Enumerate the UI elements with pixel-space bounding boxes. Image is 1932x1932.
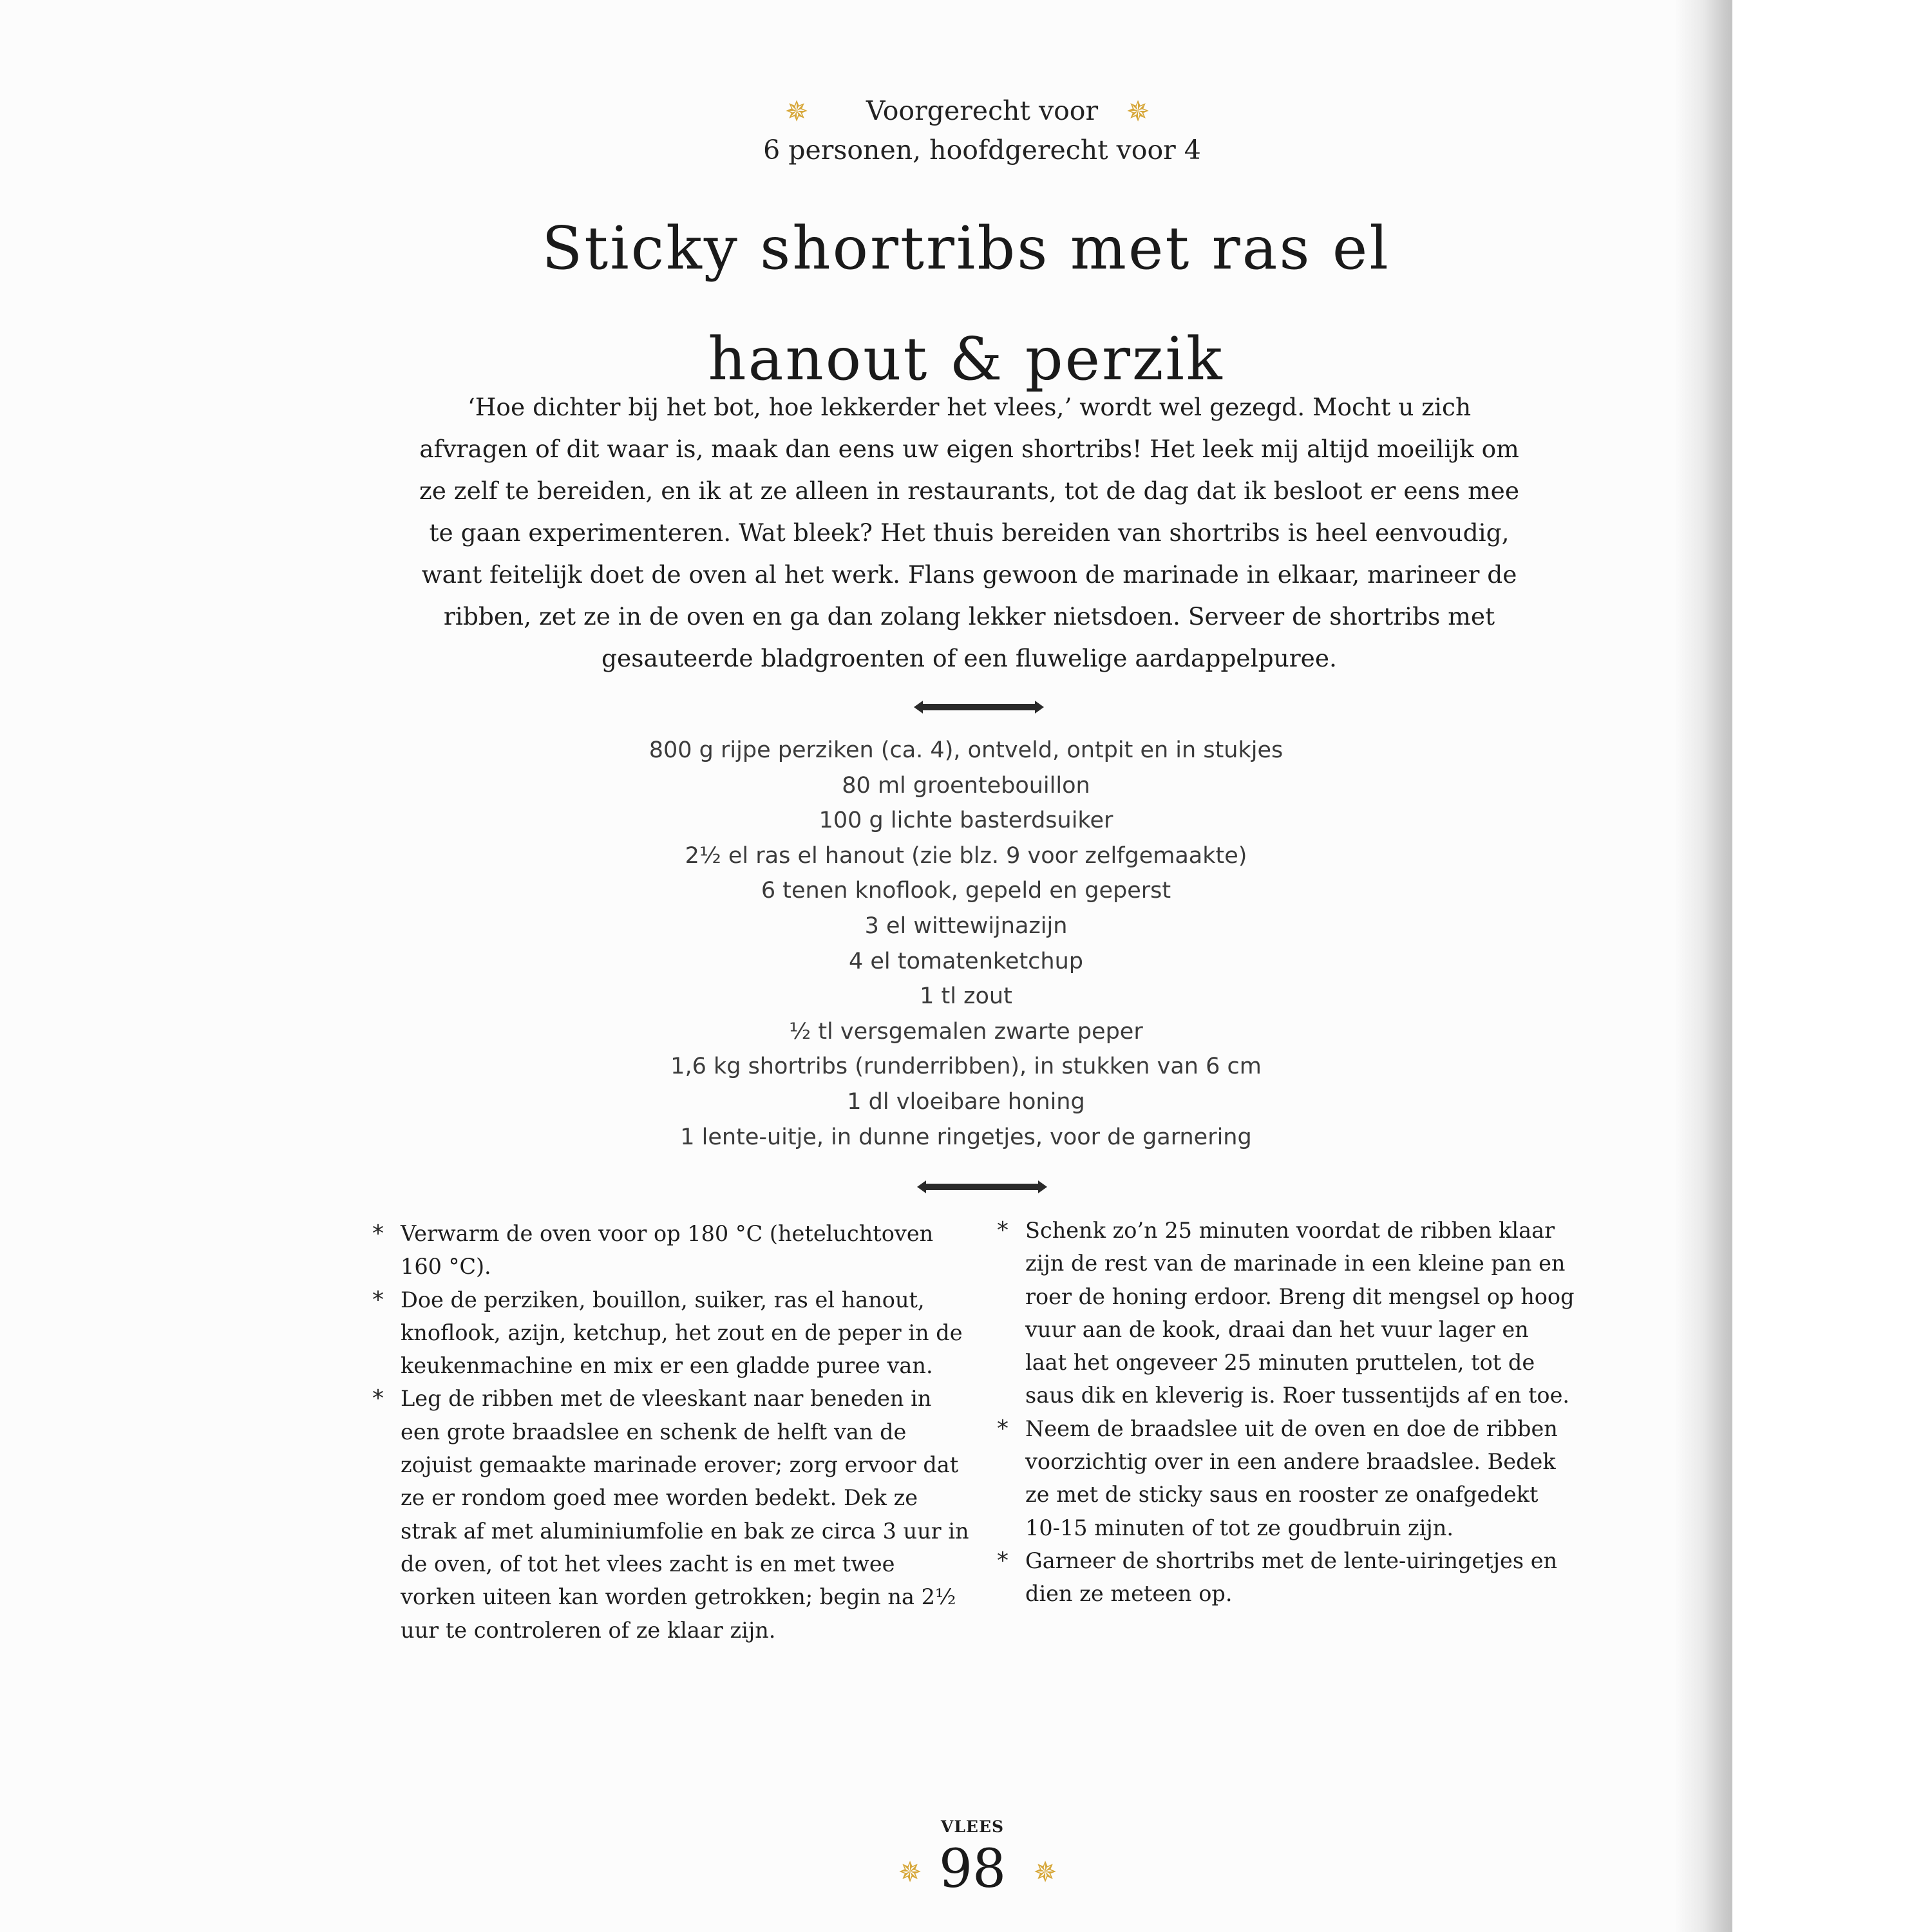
ingredient-item: 800 g rijpe perziken (ca. 4), ontveld, ontpit en in stukjes xyxy=(649,737,1283,763)
asterisk-bullet-icon: * xyxy=(372,1220,384,1247)
method-step xyxy=(372,1217,971,1283)
asterisk-bullet-icon: * xyxy=(997,1547,1009,1574)
ingredient-item: 6 tenen knoflook, gepeld en geperst xyxy=(761,878,1171,904)
method-step-text: Schenk zo’n 25 minuten voordat de ribben klaar zijn de rest van de marinade in een kleine pan en roer de honing erdoor. Breng dit mengsel op hoog vuur aan de kook, draai dan het vuur lager en laat het ongeveer 25 minuten pruttelen, tot de saus dik en kleverig is. Roer tussentijds af en toe. xyxy=(1025,1218,1575,1408)
sparkle-star-icon: ✵ xyxy=(898,1856,922,1889)
asterisk-bullet-icon: * xyxy=(372,1385,384,1412)
method-step-text: Garneer de shortribs met de lente-uiringetjes en dien ze meteen op. xyxy=(1025,1548,1558,1607)
method-step-text: Leg de ribben met de vleeskant naar beneden in een grote braadslee en schenk de helft van de zojuist gemaakte marinade erover; zorg ervoor dat ze er rondom goed mee worden bedekt. Dek ze strak af met aluminiumfolie en bak ze circa 3 uur in de oven, of tot het vlees zacht is en met twee vorken uiteen kan worden getrokken; begin na 2½ uur te controleren of ze klaar zijn. xyxy=(401,1386,969,1643)
method-step xyxy=(997,1214,1577,1412)
servings-line-2: 6 personen, hoofdgerecht voor 4 xyxy=(763,135,1201,166)
ingredient-item: 80 ml groentebouillon xyxy=(842,772,1090,799)
method-steps-left xyxy=(372,1217,971,1647)
divider-top xyxy=(918,704,1040,710)
divider-bottom xyxy=(921,1184,1043,1190)
asterisk-bullet-icon: * xyxy=(372,1286,384,1313)
method-step xyxy=(997,1544,1577,1611)
sparkle-star-icon: ✵ xyxy=(1126,95,1150,128)
ingredient-item: 2½ el ras el hanout (zie blz. 9 voor zelfgemaakte) xyxy=(685,842,1247,869)
method-step xyxy=(372,1283,971,1383)
ingredient-list xyxy=(580,733,1352,1155)
method-step xyxy=(372,1382,971,1646)
page-gutter-shadow xyxy=(1674,0,1739,1932)
ingredient-item: 1 lente-uitje, in dunne ringetjes, voor de garnering xyxy=(680,1124,1252,1150)
asterisk-bullet-icon: * xyxy=(997,1217,1009,1244)
method-step-text: Neem de braadslee uit de oven en doe de ribben voorzichtig over in een andere braadslee. Bedek ze met de sticky saus en rooster ze onafgedekt 10-15 minuten of tot ze goudbruin zijn. xyxy=(1025,1416,1558,1540)
recipe-title: Sticky shortribs met ras el hanout & perzik xyxy=(542,214,1390,393)
section-label: VLEES xyxy=(940,1817,1005,1836)
ingredient-item: ½ tl versgemalen zwarte peper xyxy=(789,1018,1143,1045)
page-number: 98 xyxy=(938,1839,1007,1900)
sparkle-star-icon: ✵ xyxy=(1033,1856,1057,1889)
servings-line-1: Voorgerecht voor xyxy=(866,95,1099,126)
method-step xyxy=(997,1412,1577,1544)
ingredient-item: 1,6 kg shortribs (runderribben), in stukken van 6 cm xyxy=(670,1054,1262,1080)
method-step-text: Verwarm de oven voor op 180 °C (heteluchtoven 160 °C). xyxy=(401,1221,934,1280)
ingredient-item: 1 dl vloeibare honing xyxy=(847,1088,1085,1115)
page-outside-margin xyxy=(1732,0,1932,1932)
ingredient-item: 1 tl zout xyxy=(920,983,1012,1010)
servings-note xyxy=(644,91,1320,170)
ingredient-item: 100 g lichte basterdsuiker xyxy=(819,808,1113,834)
recipe-intro: ‘Hoe dichter bij het bot, hoe lekkerder het vlees,’ wordt wel gezegd. Mocht u zich afvragen of dit waar is, maak dan eens uw eigen shortribs! Het leek mij altijd moeilijk om ze zelf te bereiden, en ik at ze alleen in restaurants, tot de dag dat ik besloot er eens mee te gaan experimenteren. Wat bleek? Het thuis bereiden van shortribs is heel eenvoudig, want feitelijk doet de oven al het werk. Flans gewoon de marinade in elkaar, marineer de ribben, zet ze in de oven en ga dan zolang lekker nietsdoen. Serveer de shortribs met gesauteerde bladgroenten of een fluwelige aardappelpuree. xyxy=(419,393,1520,672)
sparkle-star-icon: ✵ xyxy=(784,95,809,128)
method-step-text: Doe de perziken, bouillon, suiker, ras el hanout, knoflook, azijn, ketchup, het zout en de peper in de keukenmachine en mix er een gladde puree van. xyxy=(401,1287,963,1379)
asterisk-bullet-icon: * xyxy=(997,1415,1009,1442)
ingredient-item: 4 el tomatenketchup xyxy=(849,948,1083,974)
method-steps-right xyxy=(997,1214,1577,1611)
ingredient-item: 3 el wittewijnazijn xyxy=(864,913,1068,939)
